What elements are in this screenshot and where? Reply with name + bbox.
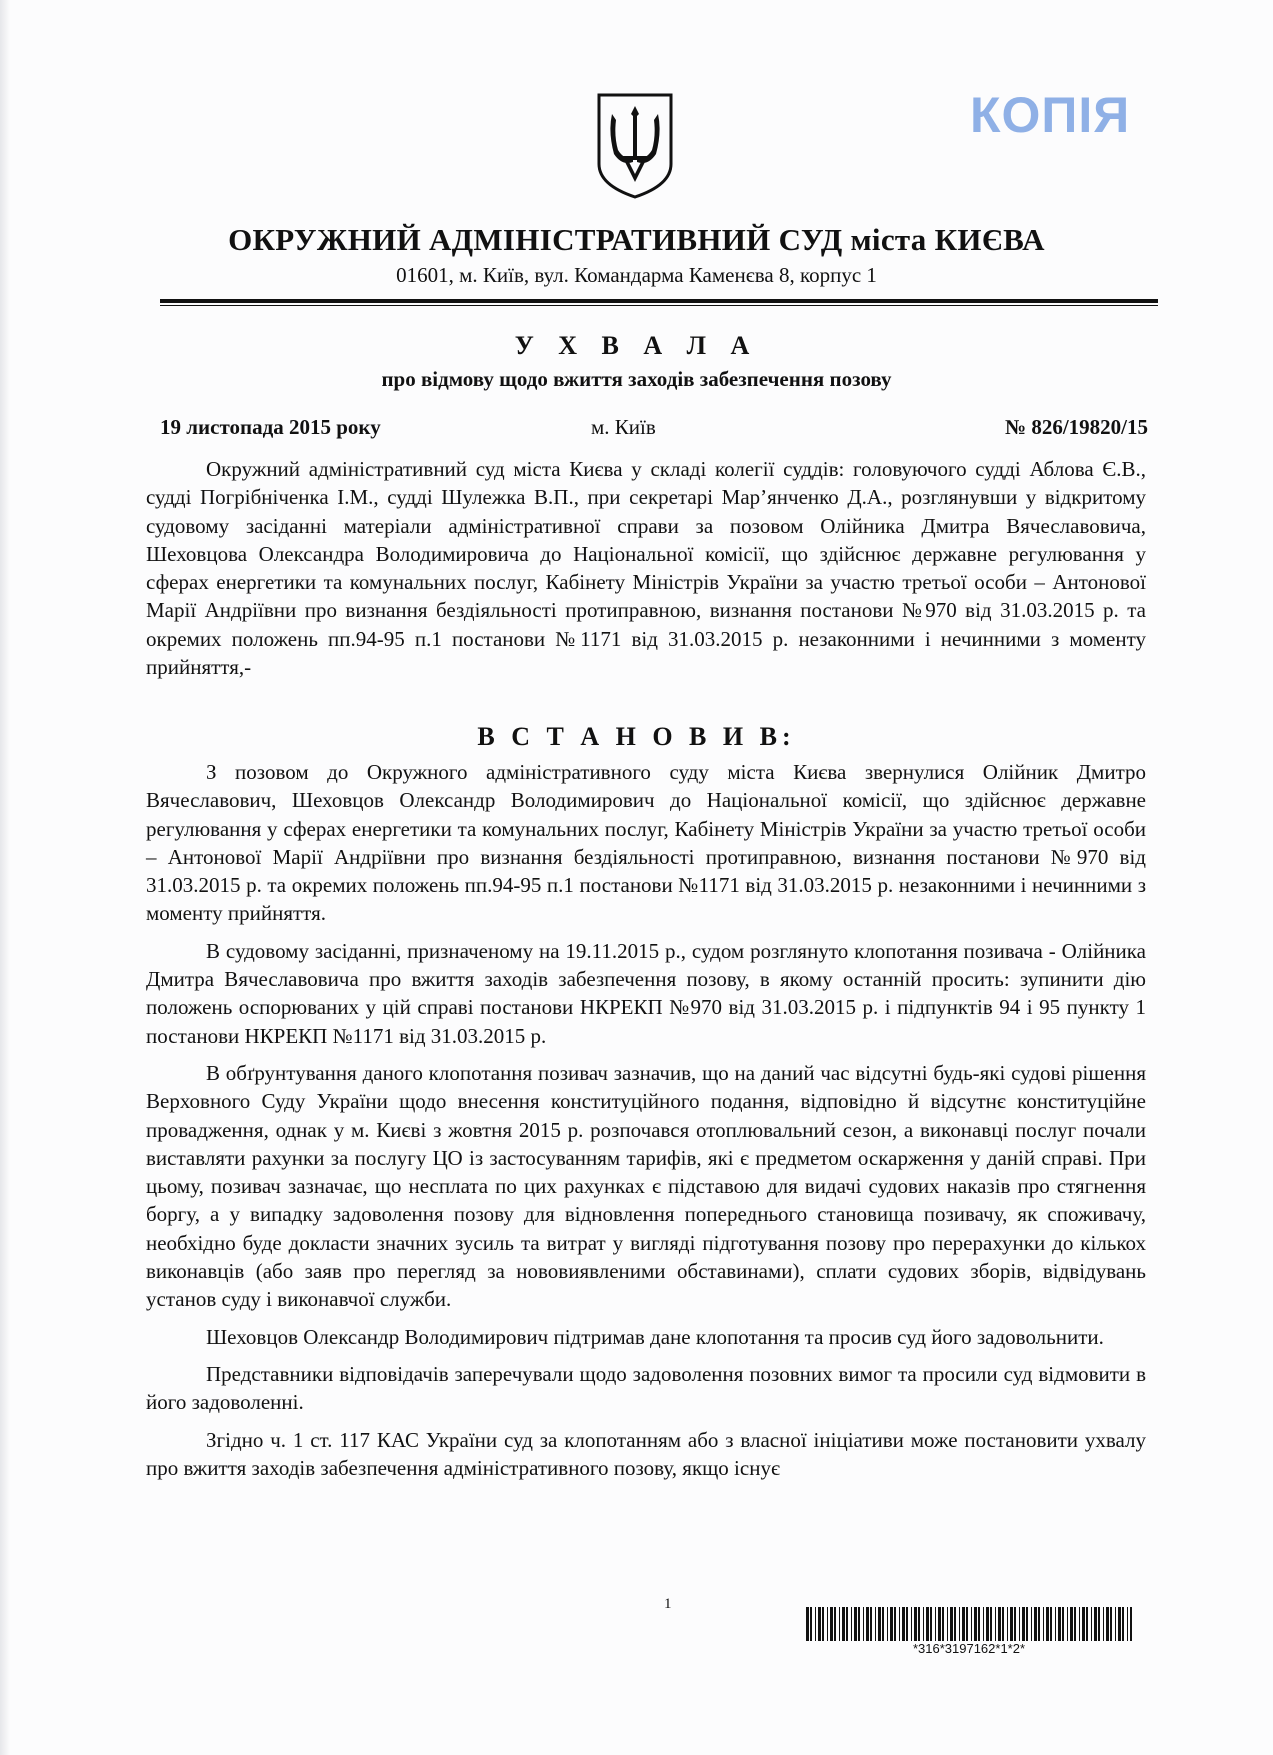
case-number: № 826/19820/15	[1004, 415, 1148, 439]
court-address: 01601, м. Київ, вул. Командарма Каменєва 8, корпус 1	[396, 263, 877, 287]
paragraph: З позовом до Окружного адміністративного суду міста Києва звернулися Олійник Дмитро Вячеславович, Шеховцов Олександр Володимирович до Національної комісії, що здійснює державне регулювання у сферах енергетики та комунальних послуг, Кабінету Міністрів України за участю третьої особи – Антонової Марії Андріївни про визнання бездіяльності протиправною, визнання постанови №970 від 31.03.2015 р. та окремих положень пп.94-95 п.1 постанови №1171 від 31.03.2015 р. незаконними і нечинними з моменту прийняття.	[146, 760, 1146, 926]
header-divider-thin	[160, 305, 1158, 306]
court-name: ОКРУЖНИЙ АДМІНІСТРАТИВНИЙ СУД міста КИЄВА	[228, 222, 1045, 257]
document-subject: про відмову щодо вжиття заходів забезпечення позову	[381, 367, 892, 391]
paragraph: В обґрунтування даного клопотання позивач зазначив, що на даний час відсутні будь-які судові рішення Верховного Суду України щодо внесення конституційного подання, відповідно й відсутнє конституційне провадження, однак у м. Києві з жовтня 2015 р. розпочався отоплювальний сезон, а виконавці послуг почали виставляти рахунки за послугу ЦО із застосуванням тарифів, які є предметом оскарження у даній справі. При цьому, позивач зазначає, що несплата по цих рахунках є підставою для видачі судових наказів про стягнення боргу, а у випадку задоволення позову для відновлення попереднього становища позивачу, як споживачу, необхідно буде докласти значних зусиль та витрат у вигляді підготування позову про перерахунки до кількох виконавців (або заяв про перегляд за нововиявленими обставинами), сплати судових зборів, відвідувань установ суду і виконавчої служби.	[146, 1060, 1146, 1312]
header-divider	[160, 299, 1158, 303]
paragraph: Шеховцов Олександр Володимирович підтримав дане клопотання та просив суд його задовольнити.	[206, 1324, 1104, 1349]
copy-stamp: КОПІЯ	[970, 87, 1131, 143]
barcode-text: *316*3197162*1*2*	[912, 1641, 1026, 1656]
barcode-icon	[806, 1607, 1132, 1641]
paragraph: В судовому засіданні, призначеному на 19.11.2015 р., судом розглянуто клопотання позивача - Олійника Дмитра Вячеславовича про вжиття заходів забезпечення позову, в якому останній просить: зупинити дію положень оспорюваних у цій справі постанови НКРЕКП №970 від 31.03.2015 р. і підпунктів 94 і 95 пункту 1 постанови НКРЕКП №1171 від 31.03.2015 р.	[146, 938, 1146, 1048]
page-number: 1	[664, 1596, 672, 1612]
section-heading: В С Т А Н О В И В:	[477, 722, 796, 751]
document-date: 19 листопада 2015 року	[160, 415, 381, 439]
paragraph: Представники відповідачів заперечували щодо задоволення позовних вимог та просили суд відмовити в його задоволенні.	[146, 1361, 1146, 1415]
paragraph: Згідно ч. 1 ст. 117 КАС України суд за клопотанням або з власної ініціативи може постановити ухвалу про вжиття заходів забезпечення адміністративного позову, якщо існує	[146, 1427, 1146, 1480]
intro-paragraph: Окружний адміністративний суд міста Києва у складі колегії суддів: головуючого судді Аблова Є.В., судді Погрібніченка І.М., судді Шулежка В.П., при секретарі Мар’янченко Д.А., розглянувши у відкритому судовому засіданні матеріали адміністративної справи за позовом Олійника Дмитра Вячеславовича, Шеховцова Олександра Володимировича до Національної комісії, що здійснює державне регулювання у сферах енергетики та комунальних послуг, Кабінету Міністрів України за участю третьої особи – Антонової Марії Андріївни про визнання бездіяльності протиправною, визнання постанови №970 від 31.03.2015 р. та окремих положень пп.94-95 п.1 постанови №1171 від 31.03.2015 р. незаконними і нечинними з моменту прийняття,-	[146, 457, 1146, 680]
document-city: м. Київ	[591, 415, 656, 439]
main-text-block	[146, 758, 1146, 1491]
intro-paragraph-block	[146, 455, 1146, 681]
trident-emblem-icon	[596, 92, 674, 200]
document-type: У Х В А Л А	[514, 331, 759, 360]
